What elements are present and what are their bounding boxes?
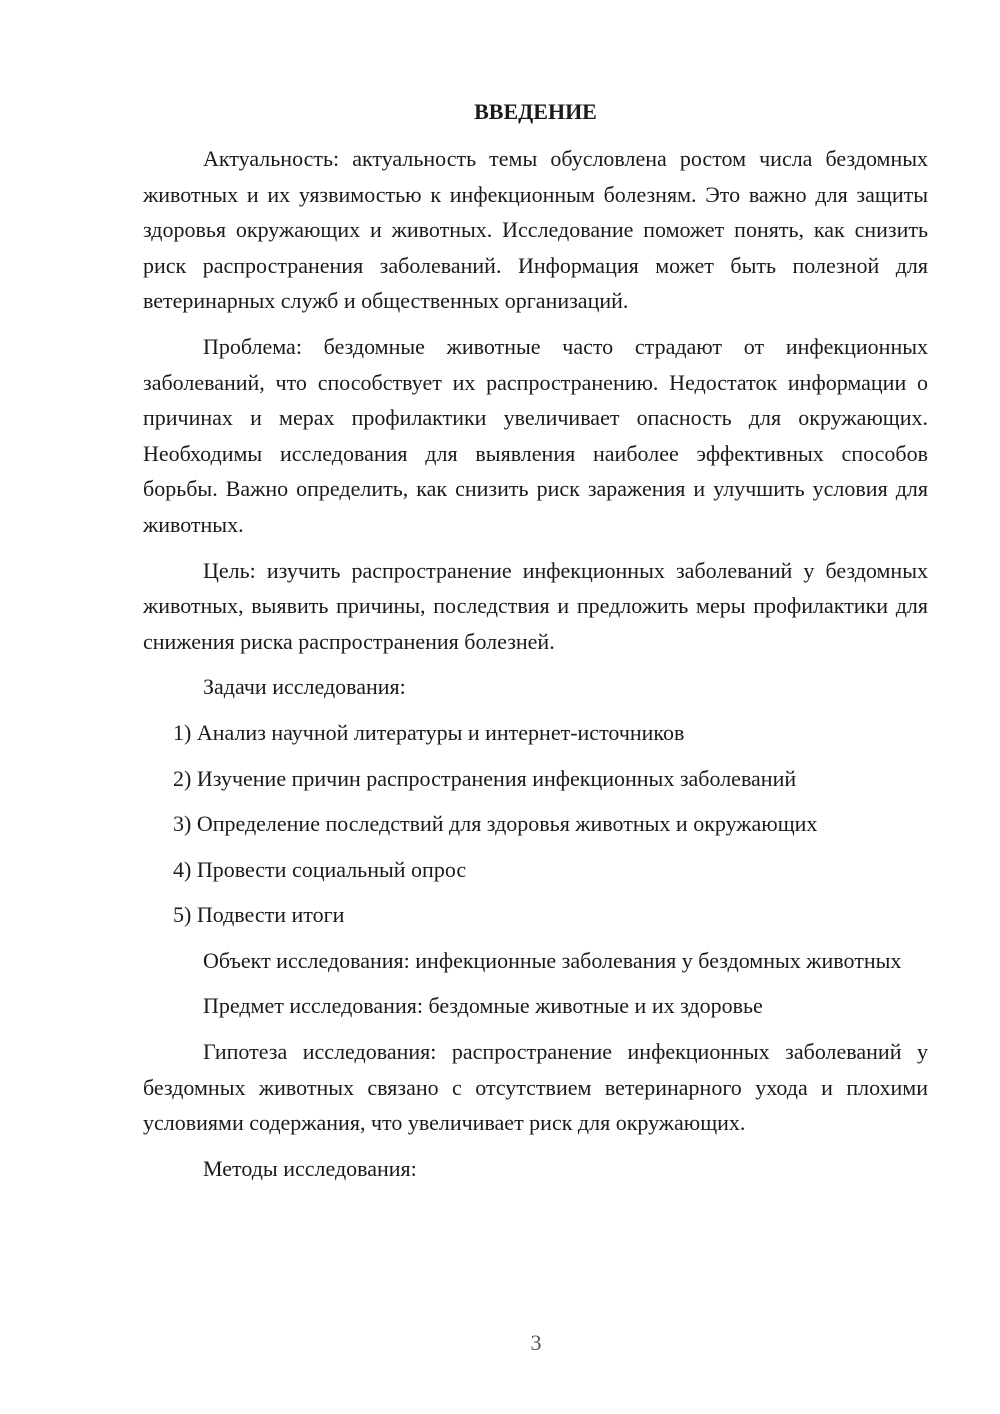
page-title: ВВЕДЕНИЕ [474, 99, 597, 124]
paragraph-relevance: Актуальность: актуальность темы обусловлена ростом числа бездомных животных и их уязвимостью к инфекционным болезням. Это важно для защиты здоровья окружающих и животных. Исследование поможет понять, как снизить риск распространения заболеваний. Информация может быть полезной для ветеринарных служб и общественных организаций. [143, 146, 928, 314]
list-item-task-2: 2) Изучение причин распространения инфекционных заболеваний [173, 765, 797, 791]
list-item-task-4: 4) Провести социальный опрос [173, 856, 467, 882]
document-body [143, 141, 928, 1196]
paragraph-object: Объект исследования: инфекционные заболевания у бездомных животных [203, 947, 902, 973]
tasks-heading: Задачи исследования: [203, 674, 406, 700]
methods-heading: Методы исследования: [203, 1155, 417, 1181]
list-item-task-3: 3) Определение последствий для здоровья животных и окружающих [173, 811, 818, 837]
paragraph-goal: Цель: изучить распространение инфекционных заболеваний у бездомных животных, выявить причины, последствия и предложить меры профилактики для снижения риска распространения болезней. [143, 557, 928, 654]
paragraph-hypothesis: Гипотеза исследования: распространение инфекционных заболеваний у бездомных животных связано с отсутствием ветеринарного ухода и плохими условиями содержания, что увеличивает риск для окружающих. [143, 1039, 928, 1136]
paragraph-problem: Проблема: бездомные животные часто страдают от инфекционных заболеваний, что способствует их распространению. Недостаток информации о причинах и мерах профилактики увеличивает опасность для окружающих. Необходимы исследования для выявления наиболее эффективных способов борьбы. Важно определить, как снизить риск заражения и улучшить условия для животных. [143, 333, 928, 537]
list-item-task-1: 1) Анализ научной литературы и интернет-источников [173, 719, 685, 745]
paragraph-subject: Предмет исследования: бездомные животные и их здоровье [203, 993, 763, 1019]
list-item-task-5: 5) Подвести итоги [173, 902, 345, 928]
page-number: 3 [530, 1330, 542, 1355]
